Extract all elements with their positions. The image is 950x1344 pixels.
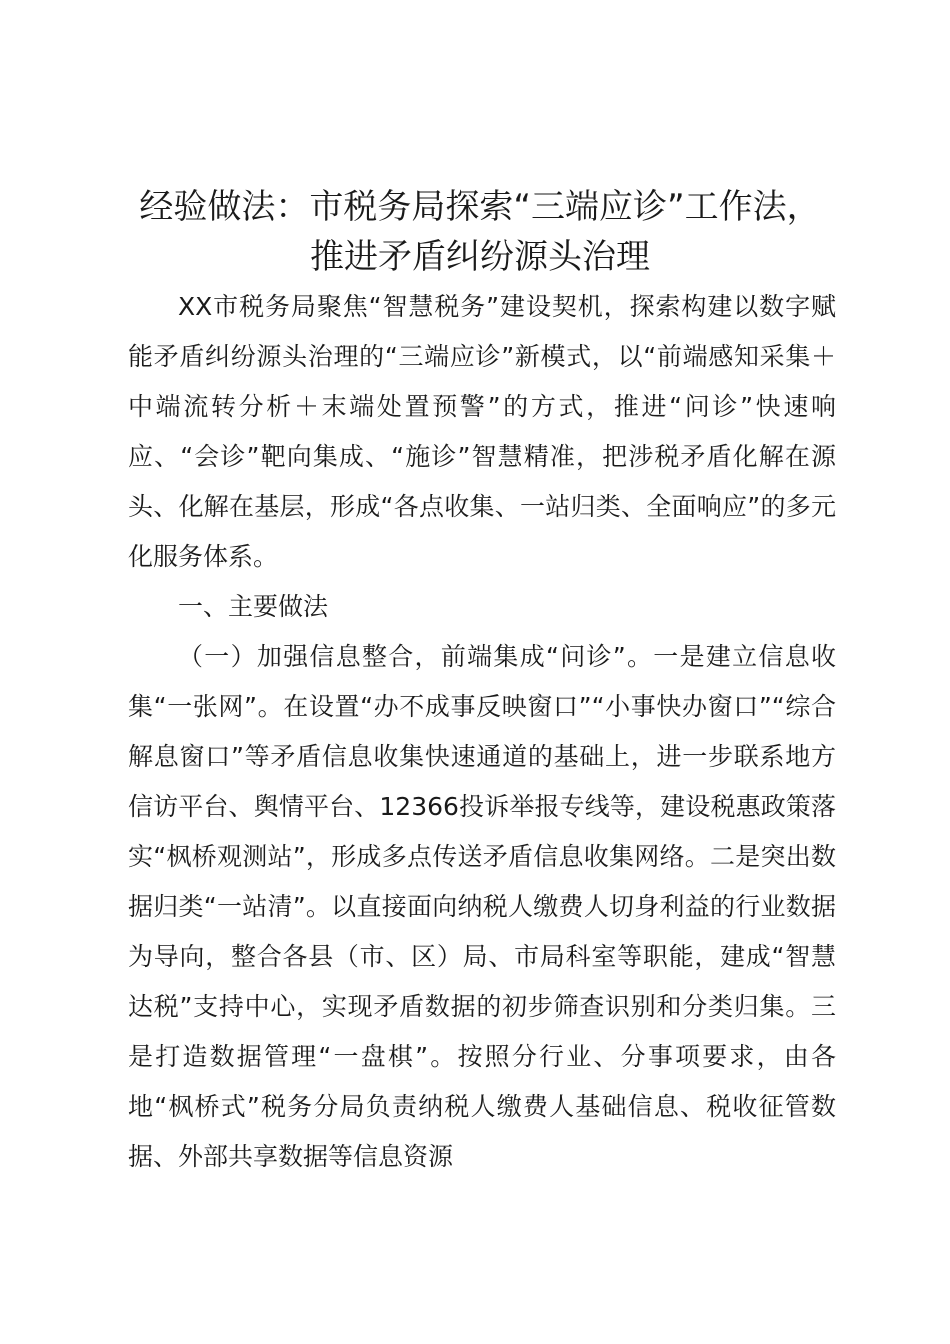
document-body xyxy=(128,282,836,1182)
title-line-1: 经验做法：市税务局探索“三端应诊”工作法， xyxy=(139,187,821,227)
intro-paragraph: XX市税务局聚焦“智慧税务”建设契机，探索构建以数字赋能矛盾纠纷源头治理的“三端应诊”新模式，以“前端感知采集＋中端流转分析＋末端处置预警”的方式，推进“问诊”快速响应、“会诊”靶向集成、“施诊”智慧精准，把涉税矛盾化解在源头、化解在基层，形成“各点收集、一站归类、全面响应”的多元化服务体系。 xyxy=(128,292,836,571)
document-title xyxy=(110,182,850,282)
title-line-2: 推进矛盾纠纷源头治理 xyxy=(310,237,650,277)
section-heading: 一、主要做法 xyxy=(178,592,329,621)
body-paragraph: （一）加强信息整合，前端集成“问诊”。一是建立信息收集“一张网”。在设置“办不成事反映窗口”“小事快办窗口”“综合解息窗口”等矛盾信息收集快速通道的基础上，进一步联系地方信访平台、舆情平台、12366投诉举报专线等，建设税惠政策落实“枫桥观测站”，形成多点传送矛盾信息收集网络。二是突出数据归类“一站清”。以直接面向纳税人缴费人切身利益的行业数据为导向，整合各县（市、区）局、市局科室等职能，建成“智慧达税”支持中心，实现矛盾数据的初步筛查识别和分类归集。三是打造数据管理“一盘棋”。按照分行业、分事项要求，由各地“枫桥式”税务分局负责纳税人缴费人基础信息、税收征管数据、外部共享数据等信息资源 xyxy=(128,642,836,1171)
